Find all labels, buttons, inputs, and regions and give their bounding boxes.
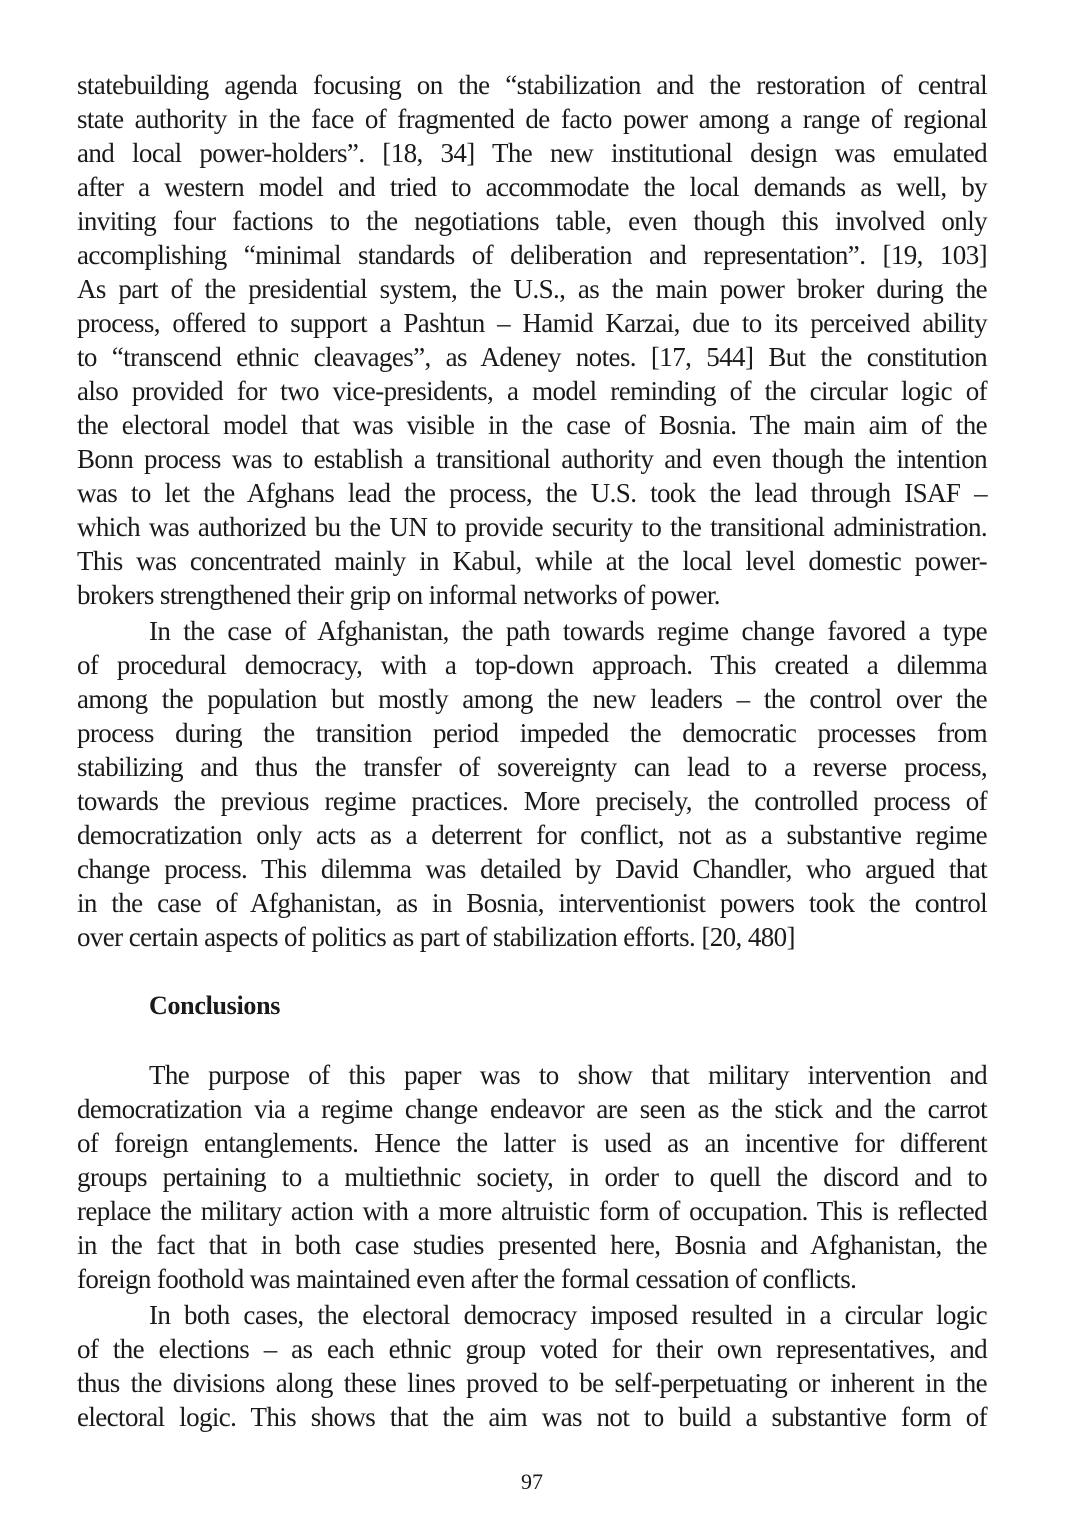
- text-line: Bonn process was to establish a transitional authority and even though the intention: [77, 444, 987, 474]
- text-line: among the population but mostly among the new leaders – the control over the: [77, 684, 987, 714]
- text-line: statebuilding agenda focusing on the “stabilization and the restoration of central: [77, 70, 987, 100]
- text-line: process during the transition period impeded the democratic processes from: [77, 718, 987, 748]
- text-line: inviting four factions to the negotiations table, even though this involved only: [77, 206, 987, 236]
- text-line: In the case of Afghanistan, the path towards regime change favored a type: [149, 616, 987, 646]
- text-line: The purpose of this paper was to show that military intervention and: [149, 1060, 987, 1090]
- text-line: over certain aspects of politics as part of stabilization efforts. [20, 480]: [77, 922, 795, 952]
- text-line: accomplishing “minimal standards of deliberation and representation”. [19, 103]: [77, 240, 987, 270]
- page-number: 97: [521, 1469, 543, 1494]
- text-line: and local power-holders”. [18, 34] The new institutional design was emulated: [77, 138, 987, 168]
- text-line: which was authorized bu the UN to provide security to the transitional administration.: [77, 512, 987, 542]
- text-line: change process. This dilemma was detailed by David Chandler, who argued that: [77, 854, 987, 884]
- text-line: electoral logic. This shows that the aim was not to build a substantive form of: [77, 1402, 987, 1432]
- text-line: brokers strengthened their grip on informal networks of power.: [77, 580, 720, 610]
- text-line: As part of the presidential system, the U.S., as the main power broker during the: [77, 274, 987, 304]
- text-line: In both cases, the electoral democracy imposed resulted in a circular logic: [149, 1300, 987, 1330]
- text-line: the electoral model that was visible in the case of Bosnia. The main aim of the: [77, 410, 987, 440]
- text-line: in the case of Afghanistan, as in Bosnia, interventionist powers took the control: [77, 888, 987, 918]
- text-line: This was concentrated mainly in Kabul, while at the local level domestic power-: [77, 546, 987, 576]
- text-line: process, offered to support a Pashtun – Hamid Karzai, due to its perceived ability: [77, 308, 987, 338]
- text-line: replace the military action with a more altruistic form of occupation. This is reflected: [77, 1196, 987, 1226]
- text-line: towards the previous regime practices. More precisely, the controlled process of: [77, 786, 987, 816]
- text-line: of the elections – as each ethnic group voted for their own representatives, and: [77, 1334, 987, 1364]
- text-line: of foreign entanglements. Hence the latter is used as an incentive for different: [77, 1128, 987, 1158]
- text-line: state authority in the face of fragmented de facto power among a range of regional: [77, 104, 987, 134]
- text-line: foreign foothold was maintained even after the formal cessation of conflicts.: [77, 1264, 857, 1294]
- text-line: also provided for two vice-presidents, a model reminding of the circular logic of: [77, 376, 987, 406]
- text-line: democratization only acts as a deterrent for conflict, not as a substantive regime: [77, 820, 987, 850]
- text-line: to “transcend ethnic cleavages”, as Adeney notes. [17, 544] But the constitution: [77, 342, 987, 372]
- text-line: in the fact that in both case studies presented here, Bosnia and Afghanistan, the: [77, 1230, 987, 1260]
- text-line: was to let the Afghans lead the process, the U.S. took the lead through ISAF –: [77, 478, 987, 508]
- section-heading: Conclusions: [149, 991, 281, 1020]
- text-line: stabilizing and thus the transfer of sovereignty can lead to a reverse process,: [77, 752, 987, 782]
- text-line: of procedural democracy, with a top-down approach. This created a dilemma: [77, 650, 987, 680]
- text-line: thus the divisions along these lines proved to be self-perpetuating or inherent in the: [77, 1368, 987, 1398]
- text-line: groups pertaining to a multiethnic society, in order to quell the discord and to: [77, 1162, 987, 1192]
- text-line: after a western model and tried to accommodate the local demands as well, by: [77, 172, 987, 202]
- text-line: democratization via a regime change endeavor are seen as the stick and the carrot: [77, 1094, 987, 1124]
